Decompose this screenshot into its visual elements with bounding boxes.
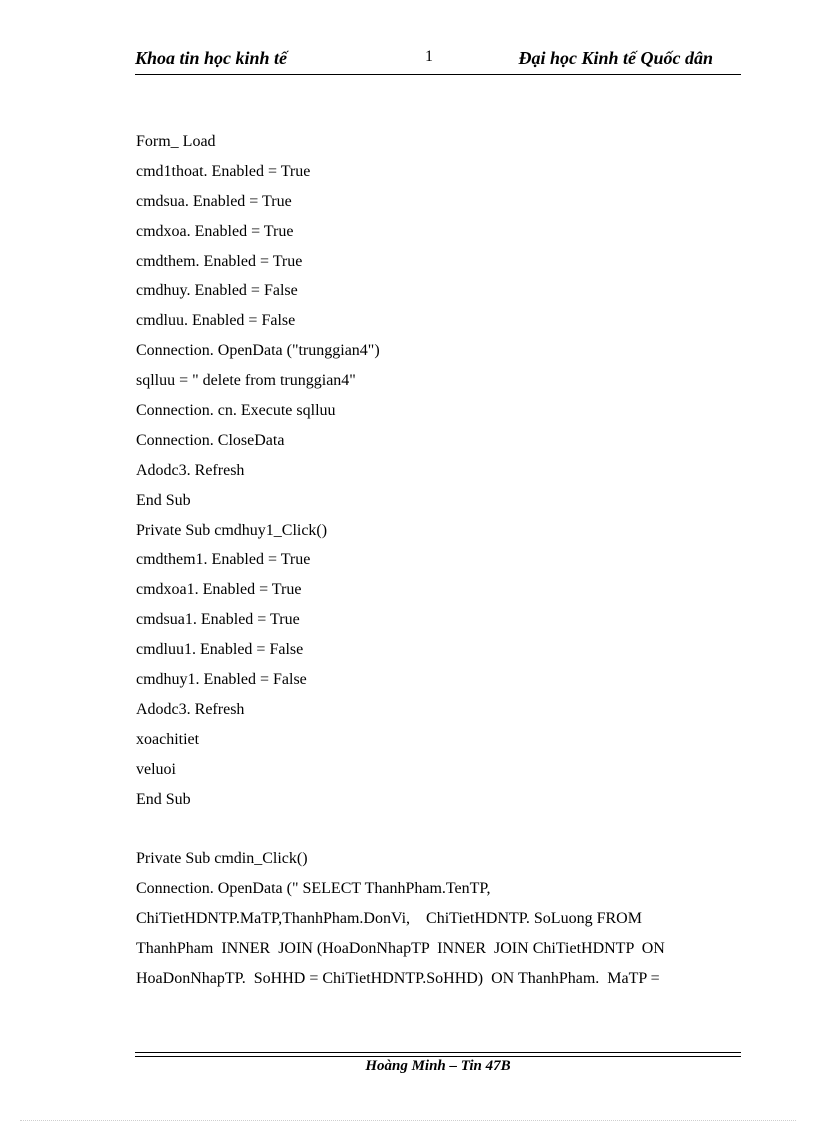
code-line: cmdluu1. Enabled = False — [136, 641, 304, 659]
code-line: HoaDonNhapTP. SoHHD = ChiTietHDNTP.SoHHD) ON ThanhPham. MaTP = — [136, 969, 660, 987]
code-line: sqlluu = " delete from trunggian4" — [136, 372, 356, 390]
code-line: End Sub — [136, 790, 191, 808]
code-line: veluoi — [136, 760, 176, 778]
code-line: cmd1thoat. Enabled = True — [136, 162, 311, 180]
code-line: cmdhuy. Enabled = False — [136, 282, 298, 300]
code-line: ChiTietHDNTP.MaTP,ThanhPham.DonVi, ChiTietHDNTP. SoLuong FROM — [136, 910, 642, 928]
code-listing — [136, 131, 736, 998]
code-line: cmdluu. Enabled = False — [136, 312, 296, 330]
footer-author: Hoàng Minh – Tin 47B — [365, 1058, 511, 1074]
code-line: Connection. cn. Execute sqlluu — [136, 402, 336, 420]
footer-rule — [135, 1052, 741, 1057]
code-line: Connection. OpenData ("trunggian4") — [136, 342, 380, 360]
code-line: Adodc3. Refresh — [136, 461, 245, 479]
blank-line — [136, 818, 736, 848]
header-university: Đại học Kinh tế Quốc dân — [518, 48, 713, 68]
code-line: cmdsua. Enabled = True — [136, 192, 292, 210]
header-faculty: Khoa tin học kinh tế — [135, 48, 288, 68]
code-line: ThanhPham INNER JOIN (HoaDonNhapTP INNER JOIN ChiTietHDNTP ON — [136, 940, 665, 958]
code-line: xoachitiet — [136, 730, 200, 748]
page-number: 1 — [425, 48, 433, 65]
code-line: cmdsua1. Enabled = True — [136, 611, 300, 629]
code-line: Private Sub cmdhuy1_Click() — [136, 521, 328, 539]
page-header — [135, 48, 741, 75]
code-line: cmdhuy1. Enabled = False — [136, 671, 307, 689]
code-line: Private Sub cmdin_Click() — [136, 850, 308, 868]
code-line: cmdxoa. Enabled = True — [136, 222, 294, 240]
page-bottom-edge — [20, 1120, 796, 1122]
code-line: Connection. CloseData — [136, 431, 285, 449]
code-line: cmdxoa1. Enabled = True — [136, 581, 302, 599]
code-line: cmdthem. Enabled = True — [136, 252, 303, 270]
code-line: Connection. OpenData (" SELECT ThanhPham.TenTP, — [136, 880, 491, 898]
code-line: End Sub — [136, 491, 191, 509]
code-line: Adodc3. Refresh — [136, 700, 245, 718]
code-line: cmdthem1. Enabled = True — [136, 551, 311, 569]
code-line: Form_ Load — [136, 133, 216, 150]
